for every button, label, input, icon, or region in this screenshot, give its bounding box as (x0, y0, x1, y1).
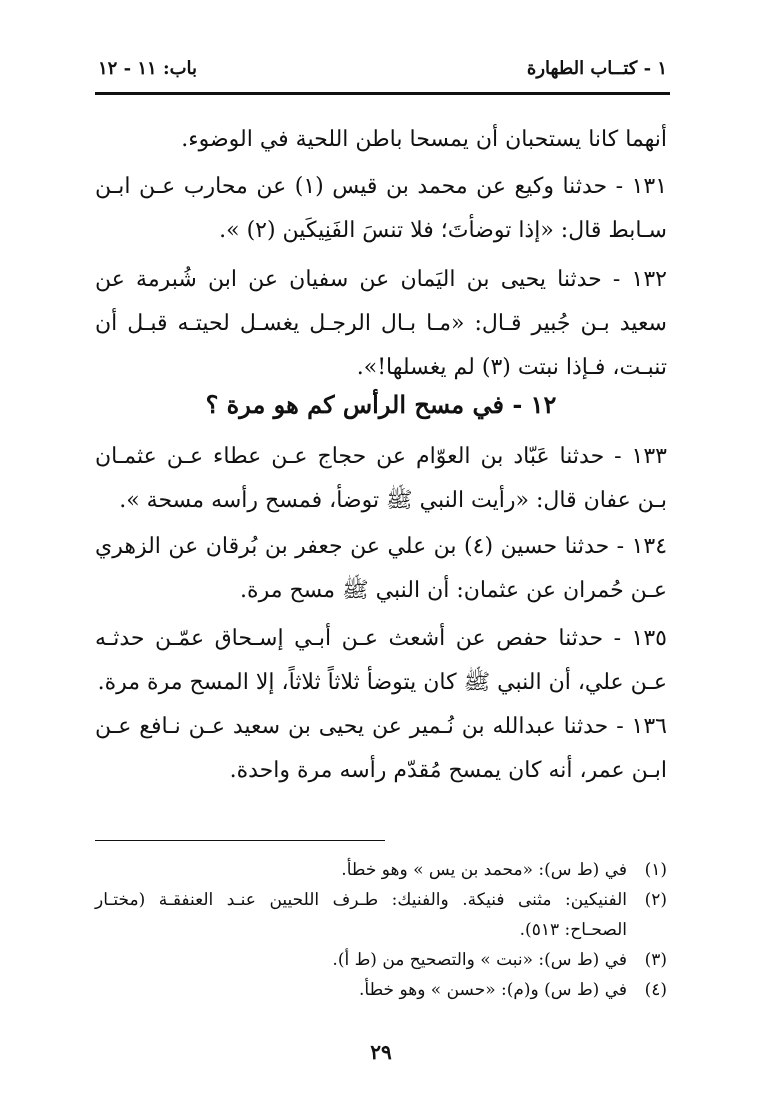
hadith-131: ١٣١ - حدثنا وكيع عن محمد بن قيس (١) عن محارب عـن ابـن سـابط قال: «إذا توضأتَ؛ فلا تنسَ الفَنِيكَين (٢) ». (95, 174, 668, 243)
footnote-number: (٣) (644, 950, 667, 970)
hadith-134: ١٣٤ - حدثنا حسين (٤) بن علي عن جعفر بن بُرقان عن الزهري عـن حُمران عن عثمان: أن النبي ﷺ مسح مرة. (95, 534, 668, 603)
hadith-135: ١٣٥ - حدثنا حفص عن أشعث عـن أبـي إسـحاق عمّـن حدثـه عـن علي، أن النبي ﷺ كان يتوضأ ثلاثاً ثلاثاً، إلا المسح مرة مرة. (95, 626, 667, 695)
footnote-divider (95, 840, 385, 841)
footnote-number: (٢) (644, 890, 667, 910)
footnote-text: في (ط س): «محمد بن يس » وهو خطأ. (341, 860, 627, 880)
footnote-text: الفنيكين: مثنى فنيكة. والفنيك: طـرف اللحيين عنـد العنفقـة (مختـار الصحـاح: ٥١٣). (95, 890, 627, 940)
footnote (95, 885, 667, 945)
footnote (95, 945, 667, 975)
section-heading: ١٢ - في مسح الرأس كم هو مرة ؟ (205, 390, 557, 419)
section-range: باب: ١١ - ١٢ (98, 58, 198, 79)
footnote-number: (١) (644, 860, 667, 880)
hadith-132: ١٣٢ - حدثنا يحيى بن اليَمان عن سفيان عن ابن شُبرمة عن سعيد بـن جُبير قـال: «مـا بـال الرجـل يغسـل لحيتـه قبـل أن تنبـت، فـإذا نبتت (٣) لم يغسلها!». (95, 267, 667, 380)
footnote (95, 975, 667, 1005)
hadith-136: ١٣٦ - حدثنا عبدالله بن نُـمير عن يحيى بن سعيد عـن نـافع عـن ابـن عمر، أنه كان يمسح مُقدّم رأسه مرة واحدة. (95, 714, 667, 783)
header-divider (95, 92, 670, 95)
hadith-133: ١٣٣ - حدثنا عَبّاد بن العوّام عن حجاج عـن عطاء عـن عثمـان بـن عفان قال: «رأيت النبي ﷺ توضأ، فمسح رأسه مسحة ». (95, 444, 667, 513)
page-number: ٢٩ (370, 1040, 392, 1064)
footnote-number: (٤) (644, 980, 667, 1000)
paragraph-continuation: أنهما كانا يستحبان أن يمسحا باطن اللحية في الوضوء. (181, 127, 667, 152)
footnote-text: في (ط س) و(م): «حسن » وهو خطأ. (359, 980, 627, 1000)
chapter-title: ١ - كتــاب الطهارة (526, 58, 667, 79)
footnote (95, 855, 667, 885)
footnote-text: في (ط س): «نبت » والتصحيح من (ط أ). (332, 950, 627, 970)
footnotes (95, 855, 667, 1005)
